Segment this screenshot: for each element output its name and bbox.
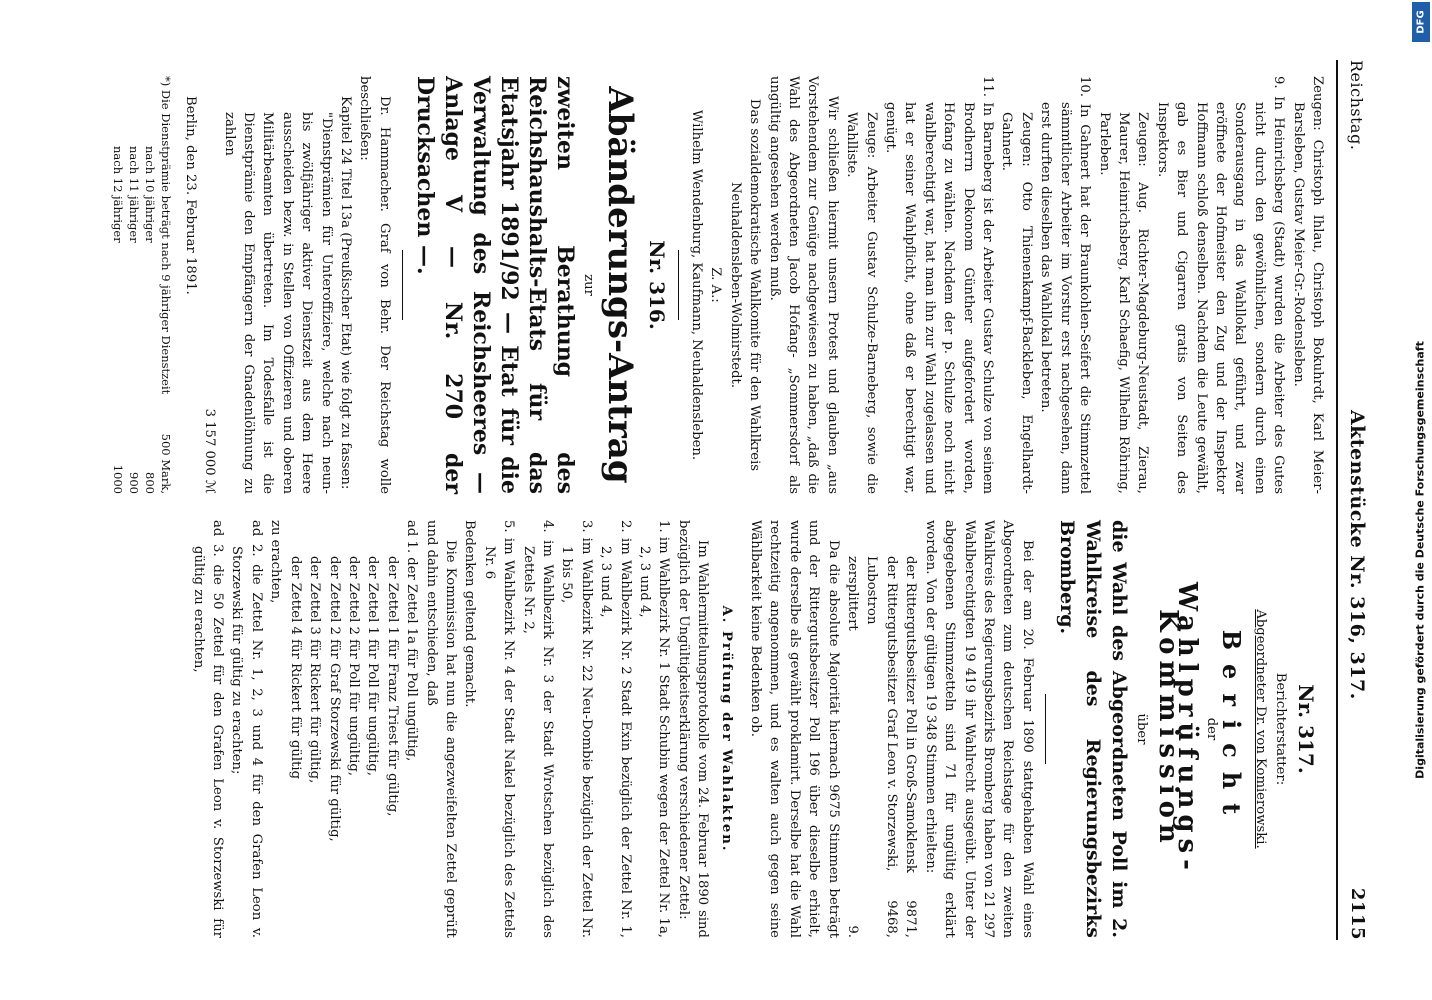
objection-item: 1. im Wahlbezirk Nr. 1 Stadt Schubin wegen der Zettel Nr. 1a, 2, 3 und 4, <box>637 520 672 938</box>
bericht-title: Bericht <box>1216 629 1246 829</box>
title-abaenderungs-antrag: Abänderungs-Antrag <box>600 86 641 484</box>
footnote-value: 800 <box>143 472 158 494</box>
objection-item: 2. im Wahlbezirk Nr. 2 Stadt Exin bezüglich der Zettel Nr. 1, 2, 3 und 4, <box>598 520 633 938</box>
result-row <box>862 556 901 938</box>
chapter: Kapitel 24 Titel 13a (Preußischer Etat) wie folgt zu fassen: <box>337 96 353 490</box>
footnote <box>110 76 174 494</box>
witness-11: Zeuge: Arbeiter Gustav Schulze-Barneberg, sowie die Wahlliste. <box>844 112 879 494</box>
dfg-logo-text: DFG <box>1415 10 1427 34</box>
ad1-item: der Zettel 1 für Franz Triest für gültig, <box>384 556 400 817</box>
reporter-label: Berichterstatter: <box>1272 672 1288 786</box>
footnote-value: 900 <box>127 472 142 494</box>
premium-text: "Dienstprämien für Unteroffiziere, welche nach neun- bis zwölfjähriger aktiver Dienstzeit aus dem Heere ausscheiden bezw. in Stellen von Offizieren und oberen Militärbeamten übertreten. Im Todesfalle ist die Dienstprämie den Empfängern der Gnadenlöhnung zu zahlen <box>221 112 334 494</box>
result-value: 9468, <box>883 900 899 938</box>
commission-title: Wahlprüfungs-Kommission <box>1152 582 1202 876</box>
subtitle-etat: zweiten Berathung des Reichshaushalts-Etats für das Etatsjahr 1891/92 — Etat für die Verwaltung des Reichsheeres — Anlage V — Nr. 270 der Drucksachen —. <box>411 76 578 494</box>
reporter-name: Abgeordneter Dr. von Komierowski. <box>1253 609 1269 849</box>
majority-paragraph: Da die absolute Majorität hiernach 9675 Stimmen beträgt und der Rittergutsbesitzer Poll 196 über dieselbe erhielt, wurde derselbe als gewählt proklamirt. Derselbe hat die Wahl rechtzeitig angenommen, und es walten auch gegen seine Wählbarkeit keine Bedenken ob. <box>748 520 841 938</box>
ad1-intro: ad 1. der Zettel 1a für Poll ungültig, <box>404 520 420 762</box>
commission-check: Die Kommission hat nun die angezweifelten Zettel geprüft und dahin entschieden, daß <box>423 520 458 938</box>
result-row <box>901 556 920 938</box>
footnote-row <box>126 76 142 494</box>
witnesses-10: Zeugen: Otto Thienenkampf-Backleben, Engelhardt-Gahnert. <box>999 112 1034 494</box>
election-title: die Wahl des Abgeordneten Poll im 2. Wahlkreise des Regierungsbezirks Bromberg. <box>1055 520 1130 938</box>
protest-closing: Wir schließen hiermit unsern Protest und glauben „aus Vorstehendem zur Genüge nachgewiesen zu haben, „daß die Wahl des Abgeordneten Jacob Hofang- „Sommersdorf als ungültig angesehen werden muß. <box>766 76 840 494</box>
objection-item: 3. im Wahlbezirk Nr. 22 Neu-Dombie bezüglich der Zettel Nr. 1 bis 50, <box>559 520 594 938</box>
credit-strip <box>1408 0 1432 1000</box>
footnote-label: nach 11 jähriger <box>127 146 142 243</box>
divider <box>402 250 403 320</box>
amount: 3 157 000 ℳ <box>202 408 218 494</box>
protocol-paragraph: Im Wahlermittelungsprotokolle vom 24. Februar 1890 sind bezüglich der Ungültigkeitserklärung verschiedener Zettel: <box>675 520 711 938</box>
item-9: 9. In Heinrichsberg (Stadt) wurden die Arbeiter des Gutes nicht durch den gewöhnlichen, sondern durch einen Sonderausgang in das Wahllokal geführt, und zwar eröffnete der Hofmeister den Zug und der Inspektor Hoffmann schloß denselben. Nachdem die Leute gewählt, gab es Bier und Cigarren gratis von Seiten des Inspektors. <box>1154 76 1287 494</box>
ueber-label: über <box>1134 713 1150 745</box>
ad1-item: der Zettel 2 für Graf Storzewski für gültig, <box>326 556 342 842</box>
result-value: 9871, <box>903 900 919 938</box>
digitization-credit: Digitalisierung gefördert durch die Deutsche Forschungsgemeinschaft <box>1413 341 1427 779</box>
footnote-row <box>158 76 174 494</box>
header-left: Reichstag. <box>1347 60 1366 151</box>
right-column <box>147 520 1327 938</box>
date: Berlin, den 23. Februar 1891. <box>182 96 198 295</box>
objection-item: 4. im Wahlbezirk Nr. 3 der Stadt Wrotschen bezüglich des Zettels Nr. 2, <box>520 520 555 938</box>
result-name: der Rittergutsbesitzer Graf Leon v. Storzewski, Lubostron <box>864 556 899 872</box>
zur-label: zur <box>581 274 597 296</box>
committee: Das sozialdemokratische Wahlkomite für den Wahlkreis Neuhaldensleben-Wolmirstedt. <box>727 98 763 472</box>
footnote-row <box>110 76 126 494</box>
footnote-intro: *) Die Dienstprämie beträgt nach 9 jähriger Dienstzeit <box>159 76 174 395</box>
footnote-row <box>142 76 158 494</box>
result-value: 9. <box>845 925 861 938</box>
zu-erachten: zu erachten, <box>268 520 284 604</box>
document-number-316: Nr. 316. <box>644 240 669 330</box>
signature-name: Wilhelm Wendenburg, Kaufmann, Neuhaldensleben. <box>689 109 704 461</box>
footnote-label: nach 10 jähriger <box>143 146 158 243</box>
bedenken: Bedenken geltend gemacht. <box>462 520 478 708</box>
result-row <box>843 556 862 938</box>
motion: Dr. Hammacher. Graf von Behr. Der Reichstag wolle beschließen: <box>357 76 392 494</box>
results-list <box>843 520 921 938</box>
dfg-logo <box>1412 2 1430 42</box>
result-name: zersplittert <box>845 556 861 631</box>
ad2: ad 2. die Zettel Nr. 1, 2, 3 und 4 für den Grafen Leon v. Storzewski für gültig zu erachten; <box>229 520 264 938</box>
intro-paragraph: Bei der am 20. Februar 1890 stattgehabten Wahl eines Abgeordneten zum deutschen Reichstage für den zweiten Wahlkreis des Regierungsbezirks Bromberg haben von 21 297 Wahlberechtigten 19 419 ihr Wahlrecht ausgeübt. Unter der abgegebenen Stimmzetteln sind 71 für ungültig erklärt worden. Von der gültigen 19 348 Stimmen erhielten: <box>922 520 1035 938</box>
divider <box>678 250 679 320</box>
item-10: 10. In Gahnert hat der Braunkohlen-Seifert die Stimmzettel sämmtlicher Arbeiter im Vorstur erst nachgesehen, dann erst durften dieselben das Wahllokal betreten. <box>1038 76 1093 494</box>
left-column <box>111 76 1327 494</box>
ad1-item: der Zettel 1 für Poll für ungültig, <box>365 556 381 777</box>
item-11: 11. In Barneberg ist der Arbeiter Gustav Schulze von seinem Brodherrn Dekonom Günther aufgefordert worden, Hofang zu wählen. Nachdem der p. Schulze noch nicht wahlberechtigt war, hat man ihn zur Wahl zugelassen und hat er seiner Wahlpflicht, ohne daß er berechtigt war, genügt. <box>883 76 996 494</box>
section-heading-a: A. Prüfung der Wahlakten. <box>718 605 734 853</box>
footnote-value: 1000 <box>111 464 126 494</box>
page-number: 2115 <box>1347 887 1368 940</box>
witnesses-9: Zeugen: Aug. Richter-Magdeburg-Neustadt, Zierau, Maurer, Heinrichsberg, Karl Schaefig, Wilhelm Röhring, Parleben. <box>1096 112 1151 494</box>
divider <box>1045 694 1046 764</box>
footnote-label: nach 12 jähriger <box>111 146 126 243</box>
witnesses-1: Zeugen: Christoph Ihlau, Christoph Bokuhrdt, Karl Meier-Barsleben, Gustav Meier-Gr.-Rodensleben. <box>1290 76 1325 494</box>
result-name: der Rittergutsbesitzer Poll in Groß-Samoklensk <box>903 556 919 873</box>
header-center: Aktenstücke Nr. 316, 317. <box>1346 410 1368 700</box>
ad3: ad 3. die 50 Zettel für den Grafen Leon v. Storzewski für gültig zu erachten, <box>190 520 226 938</box>
footnote-value: 500 Mark, <box>159 433 174 494</box>
running-header <box>1340 60 1370 940</box>
ad1-item: der Zettel 2 für Poll für ungültig, <box>345 556 361 777</box>
ad1-item: der Zettel 3 für Rickert für gültig, <box>307 556 323 784</box>
signature-za: Z. A.: <box>708 267 724 303</box>
objection-item: 5. im Wahlbezirk Nr. 4 der Stadt Nakel bezüglich des Zettels Nr. 6 <box>481 520 517 938</box>
document-number-317: Nr. 317. <box>1294 684 1318 774</box>
header-rule <box>1336 60 1338 940</box>
ad1-item: der Zettel 4 für Rickert für gültig <box>287 556 303 780</box>
der-label: der <box>1204 717 1220 741</box>
